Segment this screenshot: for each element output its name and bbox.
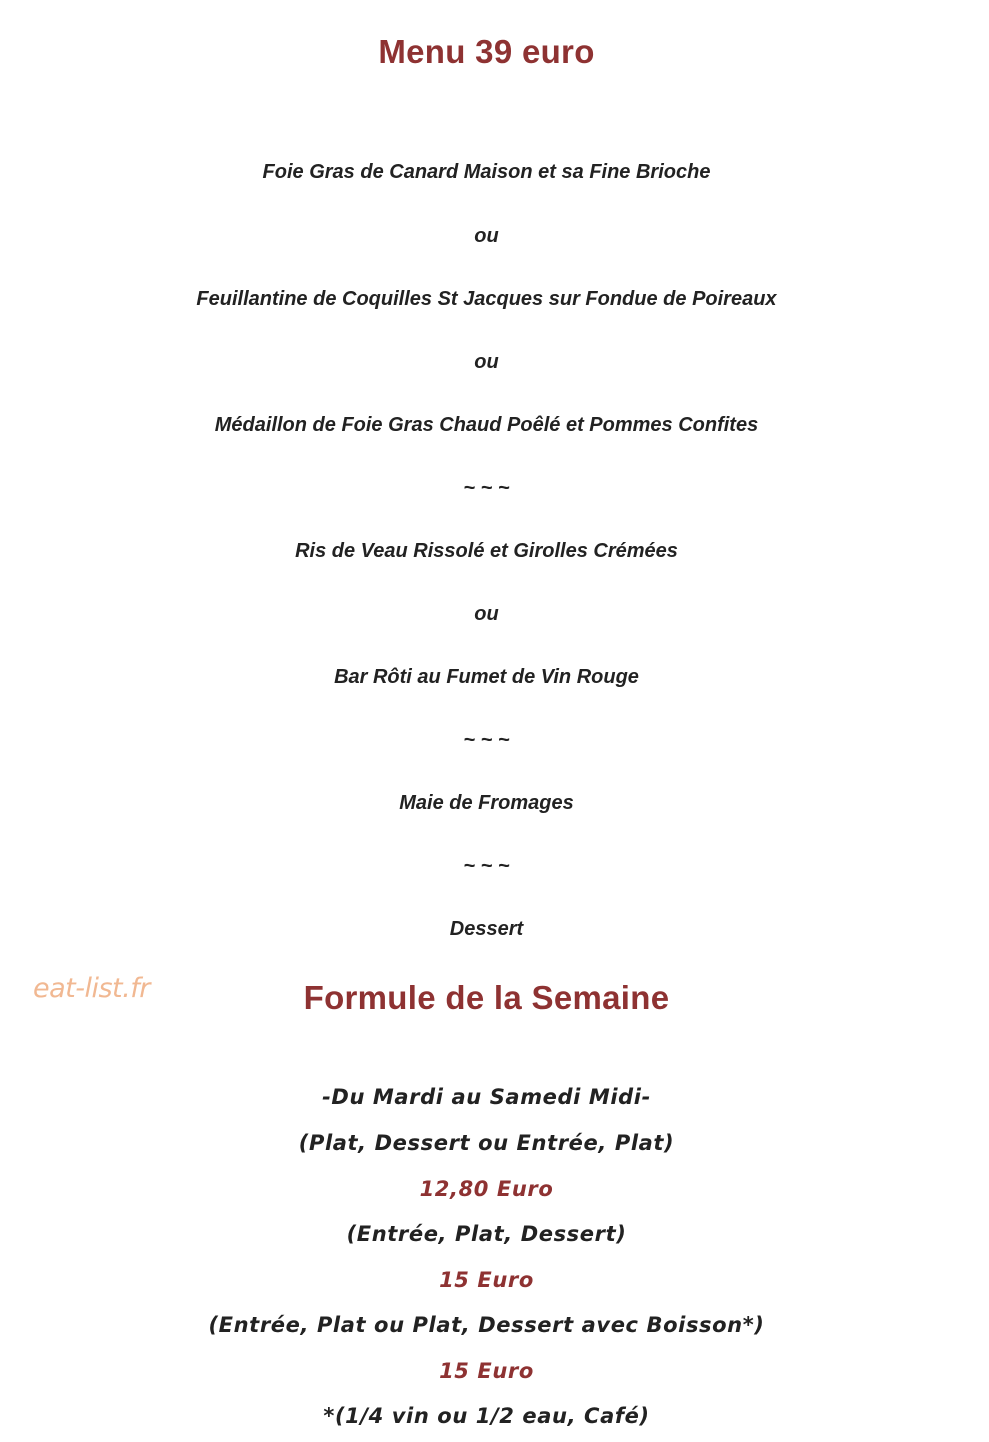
menu-item-medaillon: Médaillon de Foie Gras Chaud Poêlé et Pommes Confites: [214, 414, 759, 436]
formule-option: (Entrée, Plat, Dessert): [346, 1222, 627, 1246]
menu-item-bar-roti: Bar Rôti au Fumet de Vin Rouge: [334, 666, 639, 688]
menu-item-feuillantine: Feuillantine de Coquilles St Jacques sur Fondue de Poireaux: [196, 288, 777, 310]
formule-price: 12,80 Euro: [419, 1177, 554, 1201]
menu-item-dessert: Dessert: [449, 918, 524, 940]
separator-ou: ou: [474, 351, 499, 373]
course-divider: ~ ~ ~: [463, 855, 510, 877]
formule-schedule: -Du Mardi au Samedi Midi-: [322, 1085, 651, 1109]
formule-title: Formule de la Semaine: [303, 979, 670, 1016]
formule-footnote: *(1/4 vin ou 1/2 eau, Café): [323, 1404, 650, 1428]
formule-price: 15 Euro: [439, 1268, 534, 1292]
formule-option: (Entrée, Plat ou Plat, Dessert avec Boisson*): [208, 1313, 765, 1337]
course-divider: ~ ~ ~: [463, 477, 510, 499]
formule-price: 15 Euro: [439, 1359, 534, 1383]
course-divider: ~ ~ ~: [463, 729, 510, 751]
formule-option: (Plat, Dessert ou Entrée, Plat): [298, 1131, 675, 1155]
menu-title: Menu 39 euro: [378, 33, 595, 70]
watermark: eat-list.fr: [33, 973, 150, 1004]
separator-ou: ou: [474, 225, 499, 247]
separator-ou: ou: [474, 603, 499, 625]
menu-item-ris-de-veau: Ris de Veau Rissolé et Girolles Crémées: [295, 540, 678, 562]
menu-item-foie-gras: Foie Gras de Canard Maison et sa Fine Brioche: [262, 161, 711, 183]
menu-item-fromages: Maie de Fromages: [399, 792, 574, 814]
